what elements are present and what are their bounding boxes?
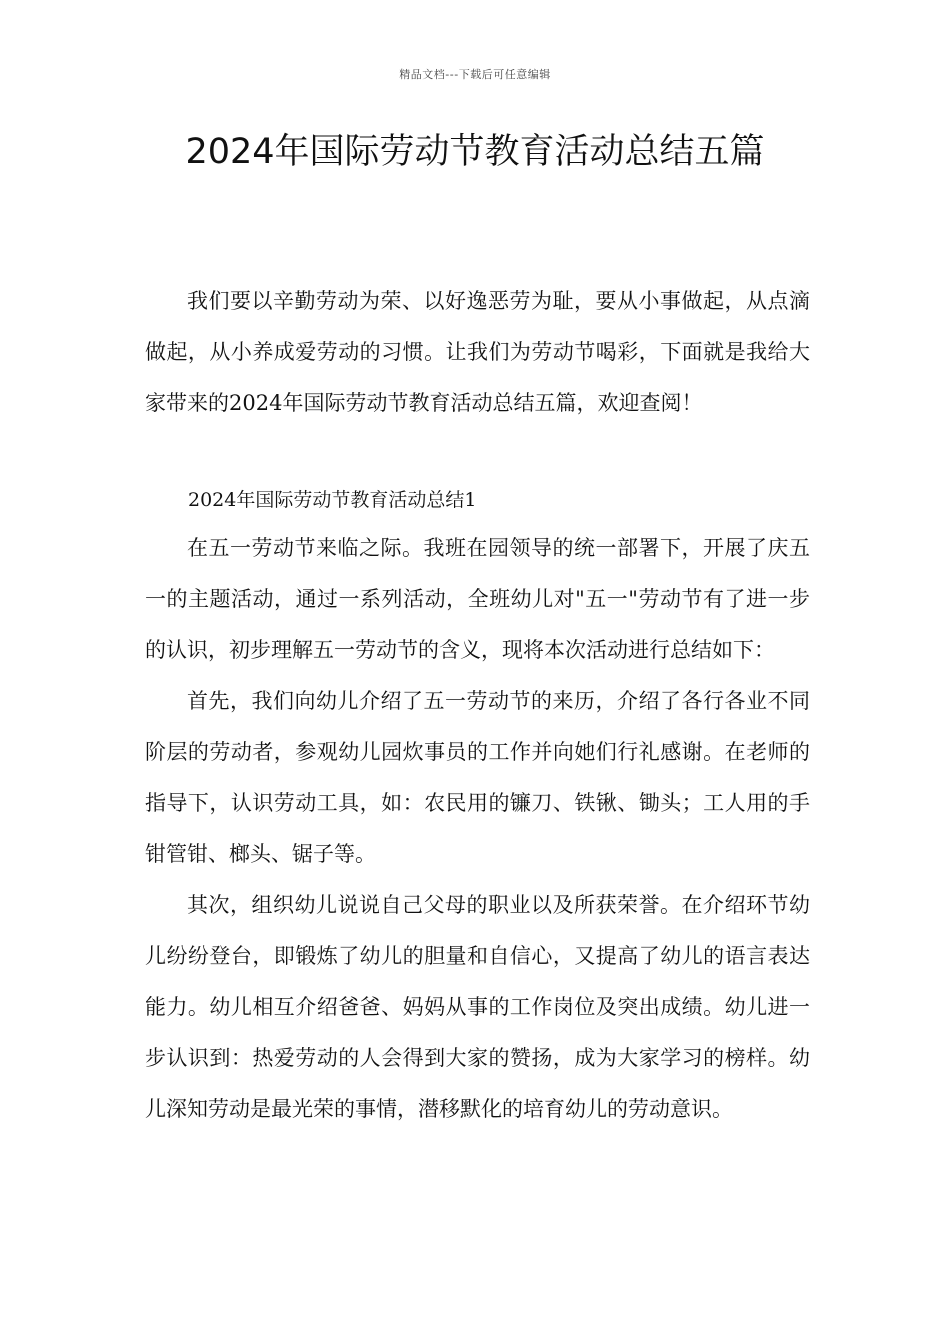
intro-section — [145, 276, 810, 429]
paragraph-1: 在五一劳动节来临之际。我班在园领导的统一部署下，开展了庆五一的主题活动，通过一系列活动，全班幼儿对"五一"劳动节有了进一步的认识，初步理解五一劳动节的含义，现将本次活动进行总结如下： — [145, 536, 810, 662]
header-note: 精品文档---下载后可任意编辑 — [399, 68, 551, 81]
document-title: 2024年国际劳动节教育活动总结五篇 — [185, 132, 765, 172]
section-heading: 2024年国际劳动节教育活动总结1 — [188, 489, 477, 511]
paragraph-3: 其次，组织幼儿说说自己父母的职业以及所获荣誉。在介绍环节幼儿纷纷登台，即锻炼了幼儿的胆量和自信心，又提高了幼儿的语言表达能力。幼儿相互介绍爸爸、妈妈从事的工作岗位及突出成绩。幼儿进一步认识到：热爱劳动的人会得到大家的赞扬，成为大家学习的榜样。幼儿深知劳动是最光荣的事情，潜移默化的培育幼儿的劳动意识。 — [145, 893, 810, 1121]
intro-paragraph: 我们要以辛勤劳动为荣、以好逸恶劳为耻，要从小事做起，从点滴做起，从小养成爱劳动的习惯。让我们为劳动节喝彩，下面就是我给大家带来的2024年国际劳动节教育活动总结五篇，欢迎查阅！ — [145, 289, 810, 415]
main-body — [145, 523, 810, 1135]
paragraph-2: 首先，我们向幼儿介绍了五一劳动节的来历，介绍了各行各业不同阶层的劳动者，参观幼儿园炊事员的工作并向她们行礼感谢。在老师的指导下，认识劳动工具，如：农民用的镰刀、铁锹、锄头；工人用的手钳管钳、榔头、锯子等。 — [145, 689, 810, 866]
